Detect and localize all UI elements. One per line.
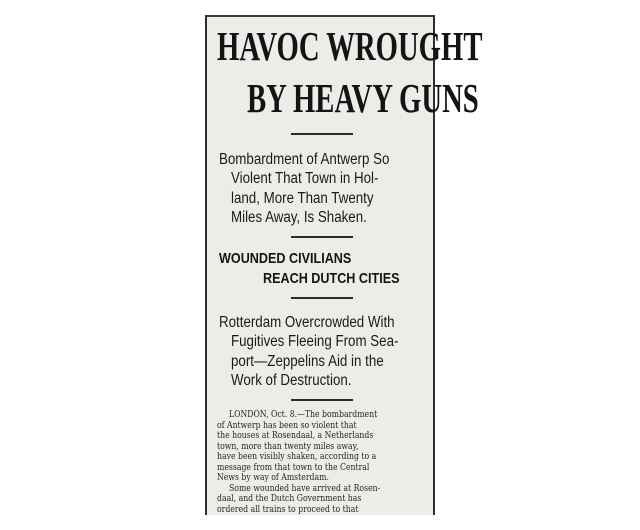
article-line-7: News by way of Amsterdam. xyxy=(217,473,329,483)
newspaper-clipping xyxy=(205,15,483,515)
headline-line-1: HAVOC WROUGHT xyxy=(217,23,483,69)
deck-1-line-4: Miles Away, Is Shaken. xyxy=(231,209,367,226)
article-line-4: town, more than twenty miles away, xyxy=(217,442,359,452)
divider-rule xyxy=(291,133,353,135)
divider-rule xyxy=(291,399,353,401)
deck-2-line-2: Fugitives Fleeing From Sea- xyxy=(231,333,399,350)
article-line-1: LONDON, Oct. 8.—The bombardment xyxy=(229,410,378,420)
article-line-6: message from that town to the Central xyxy=(217,463,370,473)
deck-1-line-1: Bombardment of Antwerp So xyxy=(219,151,390,168)
divider-rule xyxy=(291,236,353,238)
headline-line-2: BY HEAVY GUNS xyxy=(247,75,479,121)
subhead-line-1: WOUNDED CIVILIANS xyxy=(219,250,352,267)
deck-1-line-3: land, More Than Twenty xyxy=(231,190,374,207)
deck-2-line-4: Work of Destruction. xyxy=(231,372,352,389)
article-line-5: have been visibly shaken, according to a xyxy=(217,452,377,462)
article-line-9: daal, and the Dutch Government has xyxy=(217,494,362,504)
article-line-3: the houses at Rosendaal, a Netherlands xyxy=(217,431,374,441)
deck-1-line-2: Violent That Town in Hol- xyxy=(231,170,379,187)
deck-2-line-3: port—Zeppelins Aid in the xyxy=(231,353,384,370)
subhead-line-2: REACH DUTCH CITIES xyxy=(263,270,400,287)
article-line-8: Some wounded have arrived at Rosen- xyxy=(229,484,381,494)
divider-rule xyxy=(291,297,353,299)
article-line-10: ordered all trains to proceed to that xyxy=(217,505,359,515)
article-line-2: of Antwerp has been so violent that xyxy=(217,421,357,431)
deck-2-line-1: Rotterdam Overcrowded With xyxy=(219,314,395,331)
